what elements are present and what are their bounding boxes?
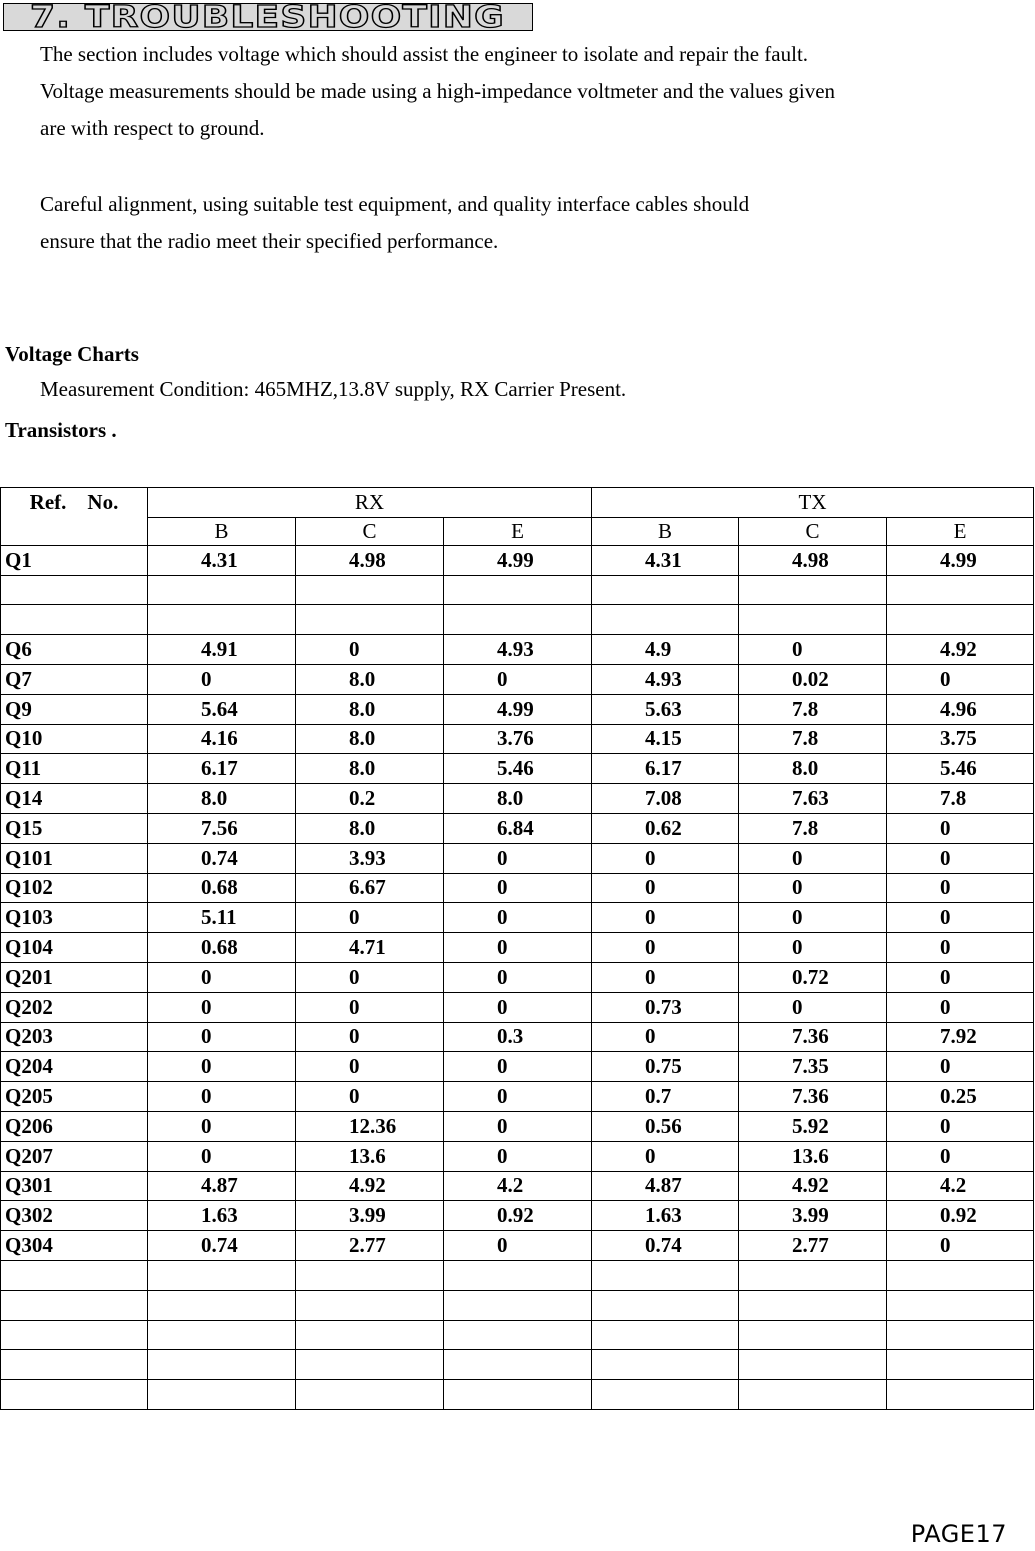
voltage-cell: 0: [148, 1141, 296, 1171]
voltage-cell: 4.87: [148, 1171, 296, 1201]
voltage-cell: 0: [148, 664, 296, 694]
voltage-cell: 0: [444, 1141, 592, 1171]
voltage-cell: 0: [592, 1141, 739, 1171]
voltage-cell: 8.0: [739, 754, 887, 784]
voltage-cell: 0: [887, 1231, 1034, 1261]
voltage-cell: 0: [887, 992, 1034, 1022]
table-row: [1, 694, 1034, 724]
voltage-cell: 7.35: [739, 1052, 887, 1082]
voltage-cell: 4.2: [887, 1171, 1034, 1201]
voltage-cell: 5.92: [739, 1111, 887, 1141]
voltage-cell: 0.2: [296, 784, 444, 814]
table-row: [1, 754, 1034, 784]
voltage-cell: 4.9: [592, 635, 739, 665]
ref-cell: [1, 1290, 148, 1320]
voltage-cell: 0: [592, 933, 739, 963]
ref-cell: [1, 1350, 148, 1380]
voltage-cell: 7.36: [739, 1082, 887, 1112]
voltage-cell: [739, 1320, 887, 1350]
voltage-cell: 0: [148, 1111, 296, 1141]
voltage-cell: 0: [148, 1052, 296, 1082]
voltage-cell: 7.92: [887, 1022, 1034, 1052]
voltage-cell: 0.56: [592, 1111, 739, 1141]
voltage-cell: 4.99: [444, 694, 592, 724]
table-row: [1, 1350, 1034, 1380]
voltage-cell: 0: [887, 1141, 1034, 1171]
ref-cell: Q7: [1, 664, 148, 694]
intro-line-1: The section includes voltage which should assist the engineer to isolate and repair the fault.: [40, 42, 809, 66]
voltage-cell: [739, 605, 887, 635]
voltage-cell: 3.99: [739, 1201, 887, 1231]
section-title: 7. TROUBLESHOOTING: [30, 0, 505, 35]
ref-cell: Q201: [1, 962, 148, 992]
voltage-cell: 2.77: [739, 1231, 887, 1261]
ref-cell: Q302: [1, 1201, 148, 1231]
voltage-cell: 7.36: [739, 1022, 887, 1052]
table-row: [1, 1201, 1034, 1231]
ref-cell: Q9: [1, 694, 148, 724]
voltage-cell: [148, 575, 296, 605]
voltage-cell: [887, 1380, 1034, 1410]
voltage-cell: [739, 575, 887, 605]
voltage-cell: 7.8: [739, 724, 887, 754]
voltage-cell: [592, 1380, 739, 1410]
voltage-cell: 0: [444, 843, 592, 873]
voltage-cell: 8.0: [148, 784, 296, 814]
voltage-cell: [739, 1350, 887, 1380]
voltage-cell: 0: [592, 962, 739, 992]
voltage-cell: [887, 575, 1034, 605]
table-row: [1, 843, 1034, 873]
voltage-cell: 0: [739, 873, 887, 903]
voltage-cell: 0: [296, 903, 444, 933]
voltage-cell: 0.92: [444, 1201, 592, 1231]
voltage-cell: 0: [887, 873, 1034, 903]
ref-cell: Q203: [1, 1022, 148, 1052]
voltage-cell: 4.93: [592, 664, 739, 694]
voltage-cell: 6.84: [444, 813, 592, 843]
voltage-cell: 0.3: [444, 1022, 592, 1052]
table-row: [1, 992, 1034, 1022]
voltage-cell: [296, 1320, 444, 1350]
voltage-cell: [444, 1290, 592, 1320]
voltage-cell: 0.73: [592, 992, 739, 1022]
ref-cell: Q1: [1, 545, 148, 575]
voltage-cell: 0: [148, 992, 296, 1022]
ref-cell: Q101: [1, 843, 148, 873]
voltage-cell: 4.96: [887, 694, 1034, 724]
table-row: [1, 962, 1034, 992]
voltage-cell: 7.8: [887, 784, 1034, 814]
voltage-cell: 4.31: [592, 545, 739, 575]
table-row: [1, 1052, 1034, 1082]
voltage-cell: 4.16: [148, 724, 296, 754]
voltage-cell: [739, 1290, 887, 1320]
voltage-cell: 4.71: [296, 933, 444, 963]
voltage-cell: 0: [739, 933, 887, 963]
voltage-cell: [887, 1350, 1034, 1380]
voltage-cell: 0: [592, 903, 739, 933]
voltage-cell: 5.46: [444, 754, 592, 784]
table-row: [1, 933, 1034, 963]
voltage-cell: [148, 1350, 296, 1380]
voltage-cell: [296, 605, 444, 635]
ref-cell: Q14: [1, 784, 148, 814]
voltage-cell: 0: [444, 1082, 592, 1112]
voltage-cell: [887, 605, 1034, 635]
voltage-cell: 0: [887, 903, 1034, 933]
table-subheader-row: [1, 517, 1034, 545]
voltage-cell: [444, 575, 592, 605]
voltage-cell: 7.8: [739, 694, 887, 724]
voltage-cell: 8.0: [444, 784, 592, 814]
voltage-cell: 5.46: [887, 754, 1034, 784]
rx-header: RX: [148, 488, 592, 518]
ref-cell: Q6: [1, 635, 148, 665]
voltage-charts-heading: Voltage Charts: [5, 342, 139, 366]
transistors-heading: Transistors .: [5, 418, 117, 442]
ref-cell: Q10: [1, 724, 148, 754]
table-row: [1, 664, 1034, 694]
ref-cell: [1, 1380, 148, 1410]
table-row: [1, 873, 1034, 903]
ref-cell: Q204: [1, 1052, 148, 1082]
voltage-cell: 5.64: [148, 694, 296, 724]
voltage-cell: 0: [148, 1022, 296, 1052]
voltage-cell: 7.56: [148, 813, 296, 843]
voltage-cell: 8.0: [296, 694, 444, 724]
voltage-cell: 3.76: [444, 724, 592, 754]
voltage-cell: [296, 1290, 444, 1320]
voltage-cell: [296, 575, 444, 605]
table-row: [1, 784, 1034, 814]
voltage-cell: 0.25: [887, 1082, 1034, 1112]
table-row: [1, 1111, 1034, 1141]
voltage-cell: 0: [296, 1082, 444, 1112]
voltage-cell: [296, 1260, 444, 1290]
voltage-cell: 0: [444, 1052, 592, 1082]
voltage-cell: [444, 1260, 592, 1290]
voltage-cell: 4.92: [887, 635, 1034, 665]
voltage-cell: 4.99: [444, 545, 592, 575]
voltage-cell: [592, 1350, 739, 1380]
voltage-cell: 6.17: [148, 754, 296, 784]
voltage-cell: 0.62: [592, 813, 739, 843]
voltage-cell: 5.63: [592, 694, 739, 724]
voltage-cell: 0: [444, 903, 592, 933]
table-row: [1, 1171, 1034, 1201]
voltage-cell: 13.6: [739, 1141, 887, 1171]
voltage-cell: [887, 1290, 1034, 1320]
voltage-cell: 0: [444, 992, 592, 1022]
voltage-cell: 0: [739, 635, 887, 665]
voltage-cell: 4.92: [739, 1171, 887, 1201]
voltage-cell: 3.99: [296, 1201, 444, 1231]
voltage-cell: [592, 1260, 739, 1290]
voltage-cell: 6.67: [296, 873, 444, 903]
voltage-cell: 4.91: [148, 635, 296, 665]
voltage-cell: [887, 1320, 1034, 1350]
table-row: [1, 1260, 1034, 1290]
voltage-cell: [148, 605, 296, 635]
voltage-cell: 0.7: [592, 1082, 739, 1112]
voltage-cell: 8.0: [296, 813, 444, 843]
voltage-cell: 3.93: [296, 843, 444, 873]
page-number: PAGE17: [910, 1520, 1007, 1548]
voltage-cell: 12.36: [296, 1111, 444, 1141]
tx-e-header: E: [887, 517, 1034, 545]
table-row: [1, 903, 1034, 933]
table-row: [1, 545, 1034, 575]
voltage-cell: 7.08: [592, 784, 739, 814]
voltage-cell: 0.68: [148, 933, 296, 963]
voltage-cell: 0: [444, 962, 592, 992]
voltage-cell: 0: [444, 1231, 592, 1261]
voltage-cell: 0: [592, 843, 739, 873]
intro-line-5: ensure that the radio meet their specified performance.: [40, 229, 499, 253]
table-row: [1, 1320, 1034, 1350]
voltage-cell: 0.02: [739, 664, 887, 694]
voltage-cell: [592, 575, 739, 605]
voltage-cell: 2.77: [296, 1231, 444, 1261]
voltage-cell: 1.63: [148, 1201, 296, 1231]
voltage-cell: 0: [739, 843, 887, 873]
voltage-cell: 4.98: [739, 545, 887, 575]
ref-cell: Q11: [1, 754, 148, 784]
voltage-cell: 0: [592, 873, 739, 903]
table-row: [1, 1082, 1034, 1112]
rx-b-header: B: [148, 517, 296, 545]
voltage-cell: 0.75: [592, 1052, 739, 1082]
ref-cell: Q104: [1, 933, 148, 963]
voltage-cell: 0: [444, 664, 592, 694]
voltage-cell: 0: [148, 962, 296, 992]
voltage-cell: 0: [444, 873, 592, 903]
table-header-row: [1, 488, 1034, 518]
voltage-cell: 0: [148, 1082, 296, 1112]
voltage-cell: 8.0: [296, 724, 444, 754]
voltage-cell: 0: [296, 962, 444, 992]
ref-no-header: Ref. No.: [1, 488, 148, 546]
voltage-cell: 4.92: [296, 1171, 444, 1201]
ref-cell: Q205: [1, 1082, 148, 1112]
voltage-cell: [592, 1290, 739, 1320]
rx-e-header: E: [444, 517, 592, 545]
voltage-cell: 1.63: [592, 1201, 739, 1231]
ref-cell: Q202: [1, 992, 148, 1022]
voltage-cell: [296, 1380, 444, 1410]
voltage-cell: [148, 1380, 296, 1410]
voltage-cell: 3.75: [887, 724, 1034, 754]
voltage-cell: [148, 1290, 296, 1320]
rx-c-header: C: [296, 517, 444, 545]
table-row: [1, 575, 1034, 605]
voltage-cell: [148, 1320, 296, 1350]
table-row: [1, 813, 1034, 843]
measurement-condition: Measurement Condition: 465MHZ,13.8V supply, RX Carrier Present.: [40, 377, 627, 401]
voltage-cell: 0: [592, 1022, 739, 1052]
voltage-cell: 7.63: [739, 784, 887, 814]
ref-cell: Q103: [1, 903, 148, 933]
voltage-cell: 8.0: [296, 754, 444, 784]
ref-cell: [1, 1260, 148, 1290]
voltage-cell: 0: [296, 992, 444, 1022]
voltage-cell: [739, 1260, 887, 1290]
ref-cell: Q207: [1, 1141, 148, 1171]
voltage-cell: 0: [887, 933, 1034, 963]
voltage-cell: 0: [887, 962, 1034, 992]
voltage-cell: [148, 1260, 296, 1290]
table-row: [1, 1022, 1034, 1052]
voltage-cell: 0.92: [887, 1201, 1034, 1231]
voltage-cell: 0: [444, 933, 592, 963]
voltage-cell: 0: [296, 1052, 444, 1082]
voltage-cell: [592, 605, 739, 635]
intro-line-2: Voltage measurements should be made using a high-impedance voltmeter and the values given: [40, 79, 836, 103]
voltage-cell: 0.72: [739, 962, 887, 992]
voltage-cell: 0: [887, 664, 1034, 694]
voltage-cell: 0.74: [592, 1231, 739, 1261]
voltage-cell: 4.87: [592, 1171, 739, 1201]
table-row: [1, 635, 1034, 665]
voltage-cell: 0.74: [148, 843, 296, 873]
section-heading-box: [3, 0, 533, 35]
voltage-cell: [296, 1350, 444, 1380]
voltage-cell: [739, 1380, 887, 1410]
voltage-cell: 6.17: [592, 754, 739, 784]
voltage-cell: 0: [887, 813, 1034, 843]
voltage-cell: 4.93: [444, 635, 592, 665]
ref-cell: Q206: [1, 1111, 148, 1141]
table-row: [1, 1141, 1034, 1171]
ref-cell: Q15: [1, 813, 148, 843]
table-row: [1, 724, 1034, 754]
ref-cell: Q102: [1, 873, 148, 903]
voltage-cell: 4.99: [887, 545, 1034, 575]
voltage-cell: 5.11: [148, 903, 296, 933]
ref-cell: Q304: [1, 1231, 148, 1261]
voltage-cell: 4.15: [592, 724, 739, 754]
voltage-cell: 0: [296, 635, 444, 665]
voltage-cell: [444, 1380, 592, 1410]
voltage-cell: 0.68: [148, 873, 296, 903]
ref-cell: [1, 1320, 148, 1350]
voltage-cell: 13.6: [296, 1141, 444, 1171]
voltage-cell: 4.98: [296, 545, 444, 575]
tx-header: TX: [592, 488, 1034, 518]
voltage-cell: 8.0: [296, 664, 444, 694]
voltage-table: [0, 487, 1034, 1410]
voltage-cell: [444, 605, 592, 635]
voltage-cell: 7.8: [739, 813, 887, 843]
voltage-cell: 0: [887, 1111, 1034, 1141]
tx-b-header: B: [592, 517, 739, 545]
voltage-cell: 0: [739, 992, 887, 1022]
ref-cell: [1, 605, 148, 635]
intro-line-4: Careful alignment, using suitable test equipment, and quality interface cables should: [40, 192, 750, 216]
voltage-cell: [444, 1320, 592, 1350]
voltage-cell: 4.31: [148, 545, 296, 575]
table-row: [1, 605, 1034, 635]
voltage-cell: [444, 1350, 592, 1380]
voltage-cell: 0.74: [148, 1231, 296, 1261]
table-row: [1, 1290, 1034, 1320]
ref-cell: [1, 575, 148, 605]
table-row: [1, 1231, 1034, 1261]
voltage-cell: 0: [444, 1111, 592, 1141]
voltage-cell: 0: [887, 843, 1034, 873]
voltage-cell: 0: [739, 903, 887, 933]
voltage-cell: 0: [887, 1052, 1034, 1082]
voltage-cell: [887, 1260, 1034, 1290]
voltage-cell: 0: [296, 1022, 444, 1052]
voltage-cell: [592, 1320, 739, 1350]
voltage-cell: 4.2: [444, 1171, 592, 1201]
intro-line-3: are with respect to ground.: [40, 116, 265, 140]
tx-c-header: C: [739, 517, 887, 545]
ref-cell: Q301: [1, 1171, 148, 1201]
table-row: [1, 1380, 1034, 1410]
